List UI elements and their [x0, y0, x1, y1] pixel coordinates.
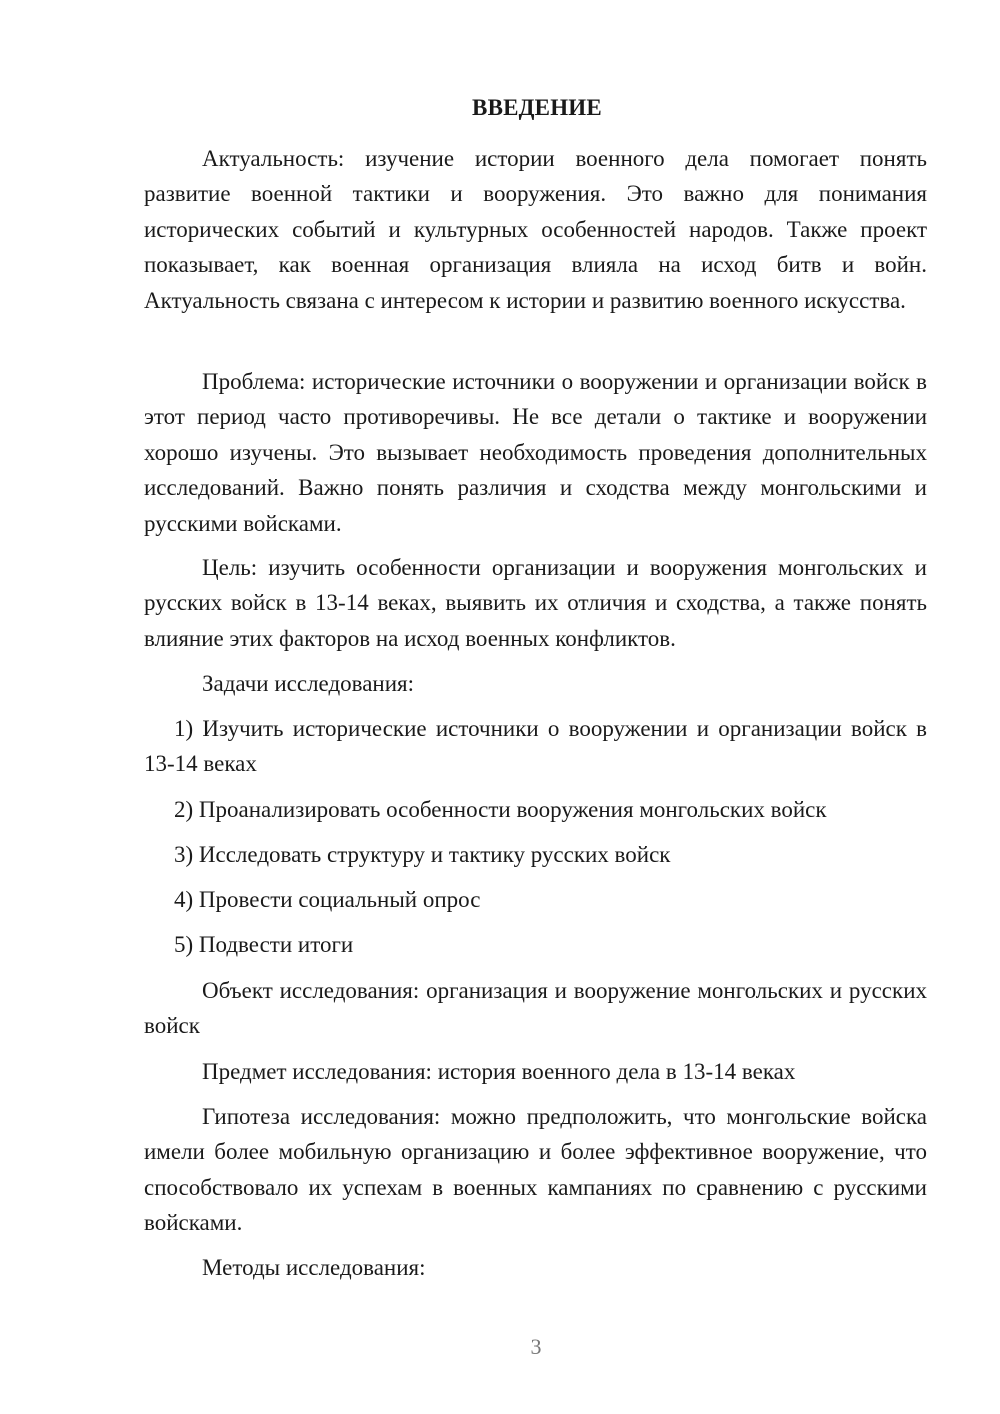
hypothesis-paragraph: Гипотеза исследования: можно предположить, что монгольские войска имели более мобильную организацию и более эффективное вооружение, что способствовало их успехам в военных кампаниях по сравнению с русскими войсками.	[144, 1104, 927, 1236]
task-item-4: 4) Провести социальный опрос	[174, 887, 481, 912]
page-number: 3	[530, 1334, 542, 1359]
subject-paragraph: Предмет исследования: история военного дела в 13-14 веках	[202, 1059, 796, 1084]
object-paragraph: Объект исследования: организация и вооружение монгольских и русских войск	[144, 978, 927, 1039]
section-title: ВВЕДЕНИЕ	[472, 95, 602, 120]
actuality-paragraph: Актуальность: изучение истории военного дела помогает понять развитие военной тактики и вооружения. Это важно для понимания исторических событий и культурных особенностей народов. Также проект показывает, как военная организация влияла на исход битв и войн. Актуальность связана с интересом к истории и развитию военного искусства.	[144, 146, 927, 313]
problem-paragraph: Проблема: исторические источники о вооружении и организации войск в этот период часто противоречивы. Не все детали о тактике и вооружении хорошо изучены. Это вызывает необходимость проведения дополнительных исследований. Важно понять различия и сходства между монгольскими и русскими войсками.	[144, 369, 927, 536]
task-item-3: 3) Исследовать структуру и тактику русских войск	[174, 842, 671, 867]
methods-heading: Методы исследования:	[202, 1255, 426, 1280]
task-item-2: 2) Проанализировать особенности вооружения монгольских войск	[174, 797, 827, 822]
tasks-heading: Задачи исследования:	[202, 671, 415, 696]
task-item-1: 1) Изучить исторические источники о вооружении и организации войск в 13-14 веках	[144, 716, 927, 777]
goal-paragraph: Цель: изучить особенности организации и вооружения монгольских и русских войск в 13-14 веках, выявить их отличия и сходства, а также понять влияние этих факторов на исход военных конфликтов.	[144, 555, 927, 651]
task-item-5: 5) Подвести итоги	[174, 932, 354, 957]
